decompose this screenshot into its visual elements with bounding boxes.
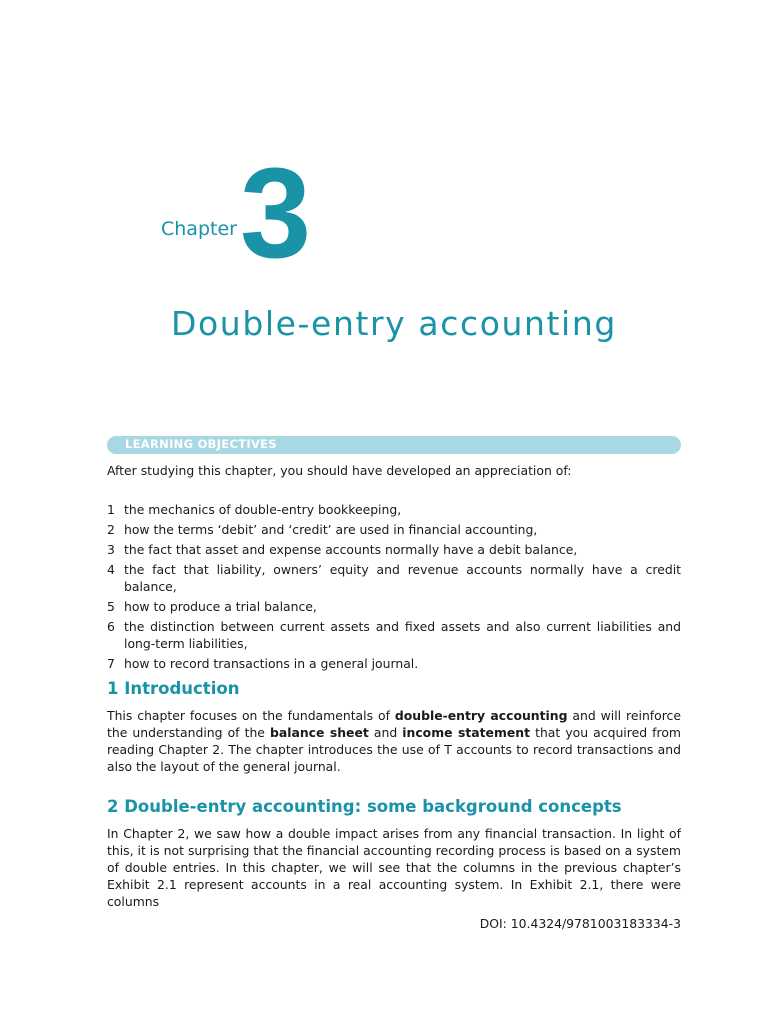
learning-objectives-list	[107, 501, 681, 675]
list-item: 7 how to record transactions in a general journal.	[107, 656, 419, 671]
introduction-paragraph: This chapter focuses on the fundamentals of double-entry accounting and will reinforce the understanding of the balance sheet and income statement that you acquired from reading Chapter 2. The chapter introduces the use of T accounts to record transactions and also the layout of the general journal.	[107, 708, 681, 774]
list-item: 4 the fact that liability, owners’ equity and revenue accounts normally have a credit balance,	[107, 562, 681, 594]
learning-objectives-heading: LEARNING OBJECTIVES	[125, 437, 277, 451]
learning-objectives-intro: After studying this chapter, you should have developed an appreciation of:	[107, 463, 572, 478]
list-item: 5 how to produce a trial balance,	[107, 599, 317, 614]
section-heading-background-concepts: 2 Double-entry accounting: some background concepts	[107, 797, 622, 816]
chapter-number: 3	[240, 142, 310, 285]
list-item: 6 the distinction between current assets and fixed assets and also current liabilities and long-term liabilities,	[107, 619, 681, 651]
chapter-title: Double-entry accounting	[171, 304, 617, 343]
list-item: 3 the fact that asset and expense accounts normally have a debit balance,	[107, 542, 578, 557]
learning-objectives-banner	[107, 436, 681, 454]
doi-footer: DOI: 10.4324/9781003183334-3	[479, 916, 681, 931]
background-concepts-paragraph: In Chapter 2, we saw how a double impact arises from any financial transaction. In light of this, it is not surprising that the financial accounting recording process is based on a system of double entries. In this chapter, we will see that the columns in the previous chapter’s Exhibit 2.1 represent accounts in a real accounting system. In Exhibit 2.1, there were columns	[107, 826, 681, 909]
list-item: 2 how the terms ‘debit’ and ‘credit’ are used in financial accounting,	[107, 522, 538, 537]
chapter-label: Chapter	[161, 218, 237, 240]
section-heading-introduction: 1 Introduction	[107, 679, 240, 698]
list-item: 1 the mechanics of double-entry bookkeeping,	[107, 502, 402, 517]
